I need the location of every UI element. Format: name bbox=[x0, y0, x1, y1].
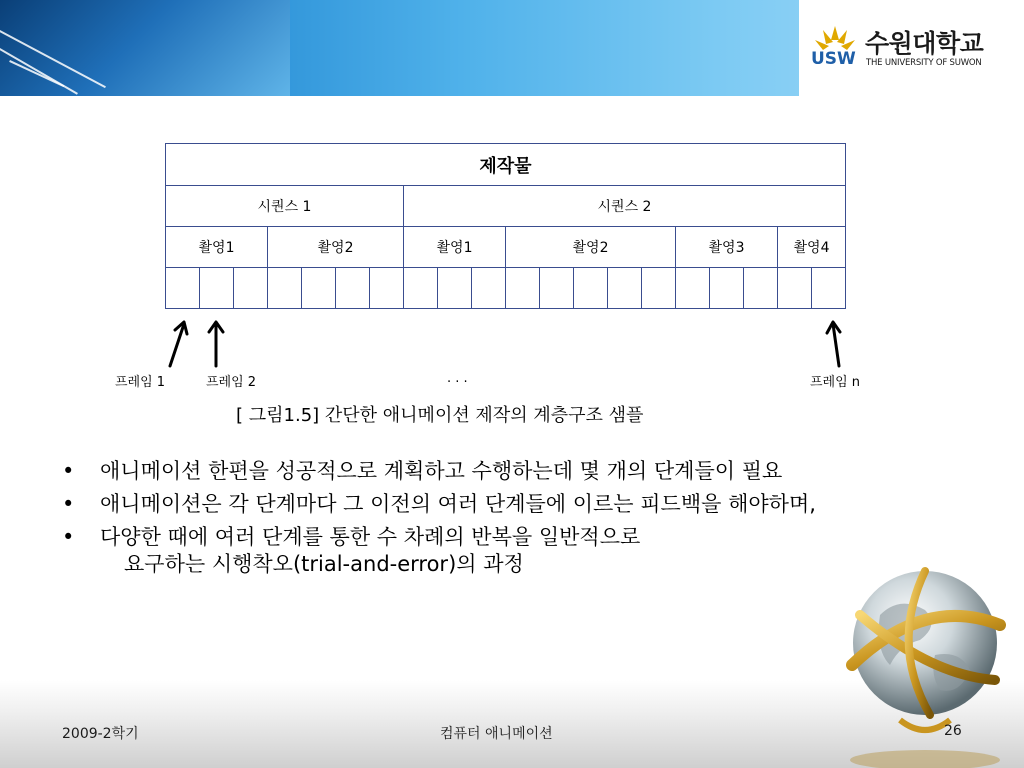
bullet-continuation: 요구하는 시행착오(trial-and-error)의 과정 bbox=[124, 552, 524, 576]
frame-cell bbox=[778, 268, 812, 309]
frame-cell bbox=[540, 268, 574, 309]
globe-icon bbox=[830, 555, 1024, 768]
frame-cell bbox=[268, 268, 302, 309]
bullet-icon: • bbox=[62, 492, 75, 516]
frame-cell bbox=[608, 268, 642, 309]
bullet-item bbox=[62, 491, 942, 518]
frame-cell bbox=[370, 268, 404, 309]
frame-label: 프레임 1 bbox=[115, 375, 166, 390]
bullet-text: 애니메이션은 각 단계마다 그 이전의 여러 단계들에 이르는 피드백을 해야하며, bbox=[100, 492, 816, 516]
logo-abbr: USW bbox=[811, 49, 856, 69]
logo-name: 수원대학교 bbox=[865, 29, 984, 58]
frame-cell bbox=[506, 268, 540, 309]
frame-cell bbox=[812, 268, 846, 309]
production-cell: 제작물 bbox=[166, 144, 846, 186]
frame-cell bbox=[642, 268, 676, 309]
bullet-icon: • bbox=[62, 525, 75, 549]
bullet-item bbox=[62, 524, 942, 578]
frame-cell bbox=[744, 268, 778, 309]
shot-cell: 촬영1 bbox=[166, 227, 268, 268]
frame-cell bbox=[472, 268, 506, 309]
shot-cell: 촬영2 bbox=[268, 227, 404, 268]
arrow-icon bbox=[827, 322, 840, 366]
frame-label: 프레임 n bbox=[810, 375, 861, 390]
frame-cell bbox=[438, 268, 472, 309]
shot-cell: 촬영3 bbox=[676, 227, 778, 268]
frame-cell bbox=[574, 268, 608, 309]
frame-cell bbox=[404, 268, 438, 309]
sequence-cell: 시퀀스 2 bbox=[404, 186, 846, 227]
header-decoration bbox=[0, 0, 290, 96]
bullet-list bbox=[62, 458, 942, 584]
shot-cell: 촬영1 bbox=[404, 227, 506, 268]
frame-cell bbox=[302, 268, 336, 309]
bullet-item bbox=[62, 458, 942, 485]
frame-cell bbox=[336, 268, 370, 309]
logo-english-name: THE UNIVERSITY OF SUWON bbox=[866, 58, 982, 68]
frame-cell bbox=[200, 268, 234, 309]
university-logo bbox=[799, 0, 1024, 96]
frame-cell bbox=[166, 268, 200, 309]
figure-caption: [ 그림1.5] 간단한 애니메이션 제작의 계층구조 샘플 bbox=[236, 405, 644, 426]
hierarchy-diagram bbox=[165, 143, 846, 309]
usw-emblem-icon bbox=[809, 22, 861, 72]
frame-cell bbox=[676, 268, 710, 309]
bullet-text: 다양한 때에 여러 단계를 통한 수 차례의 반복을 일반적으로 bbox=[100, 525, 641, 549]
shot-cell: 촬영2 bbox=[506, 227, 676, 268]
footer-course-title: 컴퓨터 애니메이션 bbox=[440, 726, 553, 742]
header-banner bbox=[0, 0, 1024, 96]
frame-label: 프레임 2 bbox=[206, 375, 257, 390]
frame-cell bbox=[234, 268, 268, 309]
arrow-icon bbox=[209, 322, 223, 366]
bullet-text: 애니메이션 한편을 성공적으로 계획하고 수행하는데 몇 개의 단계들이 필요 bbox=[100, 459, 783, 483]
page-number: 26 bbox=[944, 723, 962, 739]
frame-ellipsis: . . . bbox=[447, 371, 468, 386]
frame-cell bbox=[710, 268, 744, 309]
shot-cell: 촬영4 bbox=[778, 227, 846, 268]
footer-semester: 2009-2학기 bbox=[62, 726, 139, 742]
sequence-cell: 시퀀스 1 bbox=[166, 186, 404, 227]
bullet-icon: • bbox=[62, 459, 75, 483]
arrow-icon bbox=[170, 322, 187, 366]
